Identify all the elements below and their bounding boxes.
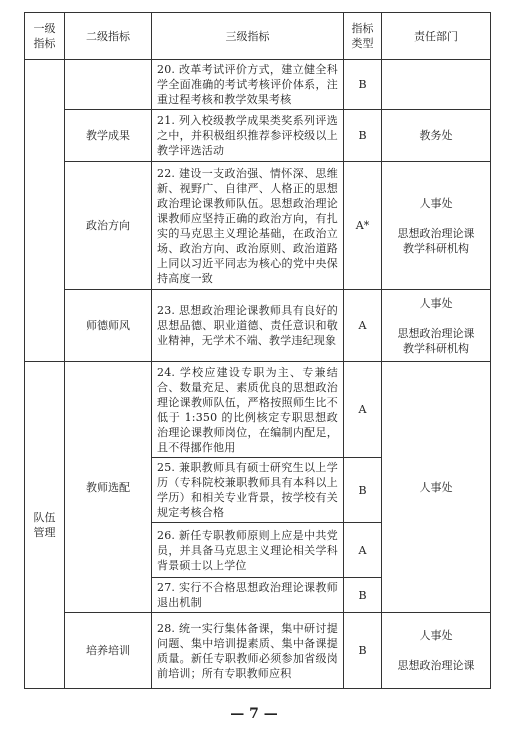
type-cell: A* (344, 162, 382, 290)
table-row (25, 362, 491, 458)
table-row (25, 60, 491, 110)
type-cell: A (344, 523, 382, 578)
level2-cell: 培养培训 (65, 613, 152, 689)
dept-cell: 人事处 思想政治理论课 (382, 613, 491, 689)
type-cell: B (344, 458, 382, 523)
table-row (25, 613, 491, 689)
level3-cell: 25. 兼职教师具有硕士研究生以上学历（专科院校兼职教师具有本科以上学历）和相关专业背景，按学校有关规定考核合格 (152, 458, 344, 523)
level3-cell: 24. 学校应建设专职为主、专兼结合、数量充足、素质优良的思想政治理论课教师队伍，严格按照师生比不低于 1:350 的比例核定专职思想政治理论课教师岗位，在编制内配足，且不得挪作他用 (152, 362, 344, 458)
level2-cell: 教师选配 (65, 362, 152, 613)
type-cell: B (344, 60, 382, 110)
header-level3: 三级指标 (152, 13, 344, 60)
header-level1: 一级 指标 (25, 13, 65, 60)
level1-cell-team: 队伍 管理 (25, 362, 65, 689)
header-level2: 二级指标 (65, 13, 152, 60)
table-row (25, 162, 491, 290)
level2-cell: 政治方向 (65, 162, 152, 290)
dept-cell-blank (382, 60, 491, 110)
header-type: 指标 类型 (344, 13, 382, 60)
indicator-table (24, 12, 491, 689)
level3-cell: 23. 思想政治理论课教师具有良好的思想品德、职业道德、责任意识和敬业精神，无学术不端、教学违纪现象 (152, 290, 344, 362)
level2-cell-blank (65, 60, 152, 110)
level3-cell: 22. 建设一支政治强、情怀深、思维新、视野广、自律严、人格正的思想政治理论课教师队伍。思想政治理论课教师应坚持正确的政治方向，有扎实的马克思主义理论基础，在政治立场、政治方向、政治原则、政治道路上同以习近平同志为核心的党中央保持高度一致 (152, 162, 344, 290)
level3-cell: 26. 新任专职教师原则上应是中共党员，并具备马克思主义理论相关学科背景硕士以上学位 (152, 523, 344, 578)
level3-cell: 21. 列入校级教学成果类奖系列评选之中，并积极组织推荐参评校级以上教学评选活动 (152, 110, 344, 162)
dept-cell: 人事处 思想政治理论课 教学科研机构 (382, 290, 491, 362)
level2-cell: 教学成果 (65, 110, 152, 162)
level3-cell: 28. 统一实行集体备课，集中研讨提问题、集中培训提素质、集中备课提质量。新任专职教师必须参加省级岗前培训；所有专职教师应积 (152, 613, 344, 689)
type-cell: A (344, 290, 382, 362)
page-number: — 7 — (230, 706, 278, 722)
level3-cell: 27. 实行不合格思想政治理论课教师退出机制 (152, 578, 344, 613)
type-cell: B (344, 613, 382, 689)
table-header-row (25, 13, 491, 60)
type-cell: A (344, 362, 382, 458)
header-dept: 责任部门 (382, 13, 491, 60)
type-cell: B (344, 110, 382, 162)
level2-cell: 师德师风 (65, 290, 152, 362)
level1-cell-blank (25, 60, 65, 362)
dept-cell: 教务处 (382, 110, 491, 162)
table-row (25, 110, 491, 162)
table-row (25, 290, 491, 362)
level3-cell: 20. 改革考试评价方式，建立健全科学全面准确的考试考核评价体系，注重过程考核和教学效果考核 (152, 60, 344, 110)
type-cell: B (344, 578, 382, 613)
dept-cell: 人事处 思想政治理论课 教学科研机构 (382, 162, 491, 290)
dept-cell: 人事处 (382, 362, 491, 613)
